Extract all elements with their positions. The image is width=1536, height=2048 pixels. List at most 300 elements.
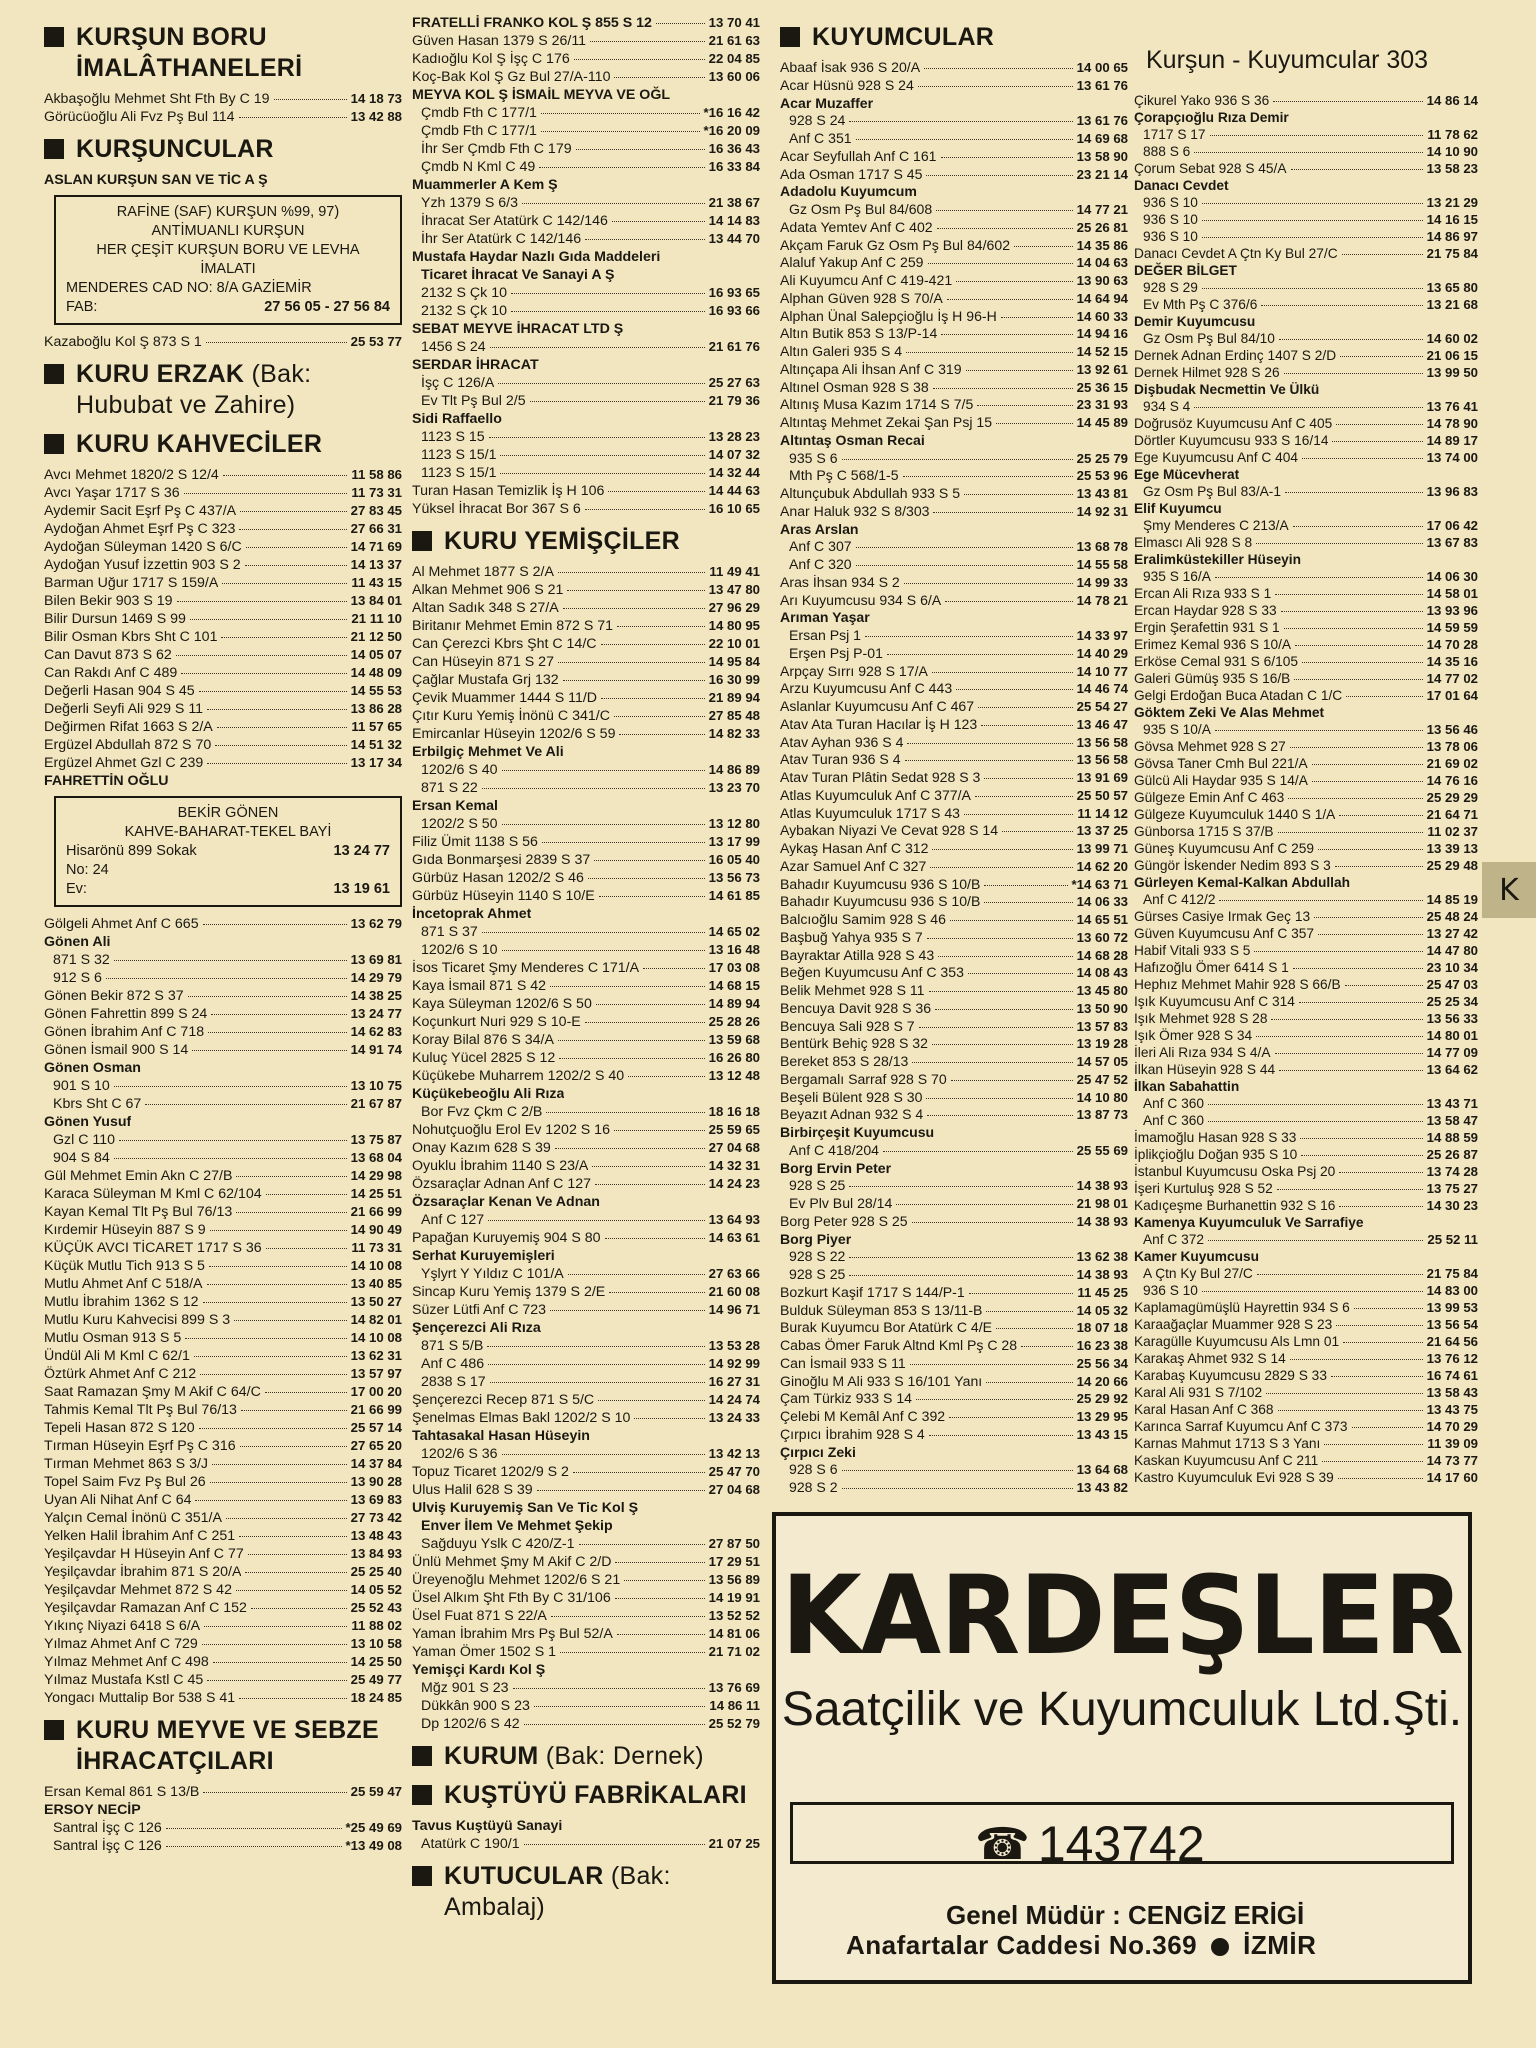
listing-row bbox=[44, 628, 402, 646]
section-see-also: (Bak: Dernek) bbox=[545, 1742, 704, 1770]
listing-phone: 14 80 01 bbox=[1426, 1028, 1478, 1043]
listing-name: Bulduk Süleyman 853 S 13/11-B bbox=[780, 1301, 983, 1318]
dot-leader bbox=[202, 1644, 347, 1645]
listing-phone: 25 25 34 bbox=[1426, 994, 1478, 1009]
listing-name: Gönen Fahrettin 899 S 24 bbox=[44, 1006, 208, 1022]
dot-leader bbox=[964, 494, 1073, 495]
listing-row bbox=[412, 1409, 760, 1427]
listing-name: Ersan Kemal 861 S 13/B bbox=[44, 1784, 200, 1800]
listing-phone: 25 25 40 bbox=[350, 1564, 402, 1579]
listing-name: Santral İşç C 126 bbox=[53, 1820, 162, 1836]
listing-phone: 17 06 42 bbox=[1426, 518, 1478, 533]
listing-phone: 14 68 28 bbox=[1076, 947, 1128, 963]
dot-leader bbox=[1202, 203, 1423, 204]
listing-phone: 27 63 66 bbox=[708, 1266, 760, 1281]
dot-leader bbox=[534, 1706, 706, 1707]
listing-row bbox=[412, 599, 760, 617]
listing-row bbox=[1134, 976, 1478, 993]
listing-row bbox=[1134, 857, 1478, 874]
listing-row bbox=[44, 1347, 402, 1365]
listing-name: Ulviş Kuruyemiş San Ve Tic Kol Ş bbox=[412, 1500, 639, 1516]
dot-leader bbox=[203, 1302, 347, 1303]
listing-phone: 14 89 94 bbox=[708, 996, 760, 1011]
listing-phone: 21 71 02 bbox=[708, 1644, 760, 1659]
listing-phone: 23 31 93 bbox=[1076, 397, 1128, 413]
section-heading-text bbox=[76, 22, 402, 84]
listing-phone: 14 78 90 bbox=[1426, 416, 1478, 431]
listing-phone: 14 90 49 bbox=[350, 1222, 402, 1237]
listing-name: Özsaraçlar Kenan Ve Adnan bbox=[412, 1194, 600, 1210]
dot-leader bbox=[541, 131, 700, 132]
listing-phone: 14 08 43 bbox=[1076, 965, 1128, 981]
listing-name: DEĞER BİLGET bbox=[1134, 263, 1237, 278]
listing-phone: 11 58 86 bbox=[351, 467, 402, 482]
listing-name: Kadıçeşme Burhanettin 932 S 16 bbox=[1134, 1198, 1336, 1213]
listing-name: Altınçapa Ali İhsan Anf C 319 bbox=[780, 360, 962, 377]
dot-leader bbox=[1254, 951, 1422, 952]
listing-name: İncetoprak Ahmet bbox=[412, 906, 532, 922]
listing-name: Alphan Güven 928 S 70/A bbox=[780, 289, 943, 306]
section-heading-text bbox=[444, 1741, 704, 1772]
listing-row bbox=[412, 482, 760, 500]
dot-leader bbox=[204, 1626, 347, 1627]
listing-phone: 13 24 33 bbox=[708, 1410, 760, 1425]
box-row-label: MENDERES CAD NO: 8/A GAZİEMİR bbox=[66, 280, 312, 296]
dot-leader bbox=[926, 1098, 1072, 1099]
listing-row bbox=[1134, 449, 1478, 466]
listing-name: Gülgeze Emin Anf C 463 bbox=[1134, 790, 1285, 805]
dot-leader bbox=[595, 1184, 705, 1185]
listing-name: Doğrusöz Kuyumcusu Anf C 405 bbox=[1134, 416, 1333, 431]
listing-name: Birbirçeşit Kuyumcusu bbox=[780, 1124, 935, 1140]
listing-name: 871 S 5/B bbox=[421, 1338, 484, 1354]
listing-name: Günborsa 1715 S 37/B bbox=[1134, 824, 1274, 839]
listing-name: Acar Seyfullah Anf C 161 bbox=[780, 147, 937, 164]
dot-leader bbox=[964, 814, 1073, 815]
listing-row bbox=[780, 77, 1128, 95]
listing-name: 871 S 32 bbox=[53, 952, 110, 968]
listing-phone: 14 65 51 bbox=[1076, 912, 1128, 927]
listing-phone: 18 24 85 bbox=[350, 1690, 402, 1705]
ad-manager: Genel Müdür : CENGİZ ERİGİ bbox=[946, 1900, 1305, 1930]
listing-phone: 25 53 77 bbox=[350, 334, 402, 349]
listing-name: Bergamalı Sarraf 928 S 70 bbox=[780, 1070, 947, 1087]
section-heading bbox=[412, 1741, 760, 1772]
listing-phone: 17 03 08 bbox=[708, 960, 760, 975]
listing-phone: 21 98 01 bbox=[1076, 1196, 1128, 1211]
listing-phone: 25 29 92 bbox=[1076, 1391, 1128, 1407]
listing-name: Ege Mücevherat bbox=[1134, 467, 1240, 482]
listing-name: Üsel Fuat 871 S 22/A bbox=[412, 1608, 547, 1624]
listing-name: Beyazıt Adnan 932 S 4 bbox=[780, 1106, 924, 1123]
ad-phone: 143742 bbox=[1037, 1816, 1205, 1872]
dot-leader bbox=[949, 1417, 1073, 1418]
dot-leader bbox=[1302, 662, 1423, 663]
listing-row bbox=[1134, 1452, 1478, 1469]
dot-leader bbox=[599, 896, 705, 897]
listing-row bbox=[1134, 109, 1478, 126]
listing-row bbox=[1134, 347, 1478, 364]
listing-phone: 13 50 27 bbox=[350, 1294, 402, 1309]
listing-name: Aras Arslan bbox=[780, 520, 859, 537]
listing-name: Gülcü Ali Haydar 935 S 14/A bbox=[1134, 773, 1308, 788]
listing-row bbox=[780, 343, 1128, 361]
listing-name: 928 S 22 bbox=[789, 1248, 846, 1265]
listing-phone: 13 75 87 bbox=[350, 1132, 402, 1147]
listing-row bbox=[412, 1319, 760, 1337]
dot-leader bbox=[1210, 135, 1424, 136]
dot-leader bbox=[542, 842, 705, 843]
dot-leader bbox=[956, 281, 1072, 282]
listing-phone: 14 18 73 bbox=[350, 91, 402, 106]
section-title: KURU MEYVE VE SEBZE İHRACATÇILARI bbox=[76, 1716, 379, 1775]
listing-phone: 13 57 83 bbox=[1076, 1018, 1128, 1034]
listing-name: Anf C 372 bbox=[1143, 1232, 1205, 1247]
listing-name: İşeri Kurtuluş 928 S 52 bbox=[1134, 1181, 1273, 1196]
listing-name: Bentürk Behiç 928 S 32 bbox=[780, 1035, 928, 1052]
section-title: KUTUCULAR bbox=[444, 1862, 604, 1890]
listing-name: Gölgeli Ahmet Anf C 665 bbox=[44, 916, 199, 932]
dot-leader bbox=[1021, 1346, 1073, 1347]
listing-name: Kuluç Yücel 2825 S 12 bbox=[412, 1050, 556, 1066]
dot-leader bbox=[585, 1022, 705, 1023]
listing-phone: 13 56 58 bbox=[1076, 734, 1128, 750]
listing-name: Yelken Halil İbrahim Anf C 251 bbox=[44, 1528, 236, 1544]
listing-name: Tavus Kuştüyü Sanayi bbox=[412, 1818, 563, 1834]
dot-leader bbox=[226, 1518, 347, 1519]
listing-row bbox=[44, 1203, 402, 1221]
listing-row bbox=[44, 1563, 402, 1581]
dot-leader bbox=[1295, 645, 1423, 646]
listing-name: 928 S 29 bbox=[1143, 280, 1198, 295]
listing-row bbox=[44, 1545, 402, 1563]
listing-row bbox=[412, 248, 760, 266]
listing-phone: 14 16 15 bbox=[1426, 212, 1478, 227]
column-3 bbox=[780, 14, 1128, 1497]
listing-phone: 14 62 20 bbox=[1076, 858, 1128, 874]
listing-phone: 13 74 00 bbox=[1426, 450, 1478, 465]
listing-row bbox=[44, 1005, 402, 1023]
listing-row bbox=[1134, 313, 1478, 330]
listing-phone: 14 00 65 bbox=[1076, 60, 1128, 75]
section-see-also: (Bak: Ambalaj) bbox=[444, 1862, 671, 1921]
listing-name: Borg Piyer bbox=[780, 1230, 852, 1247]
listing-phone: 14 38 25 bbox=[350, 988, 402, 1003]
listing-phone: 13 58 23 bbox=[1426, 161, 1478, 176]
listing-phone: 14 44 63 bbox=[708, 483, 760, 498]
dot-leader bbox=[559, 1058, 704, 1059]
listing-row bbox=[780, 538, 1128, 556]
dot-leader bbox=[1343, 1342, 1423, 1343]
dot-leader bbox=[614, 1130, 705, 1131]
listing-row bbox=[412, 869, 760, 887]
listing-row bbox=[412, 743, 760, 761]
listing-row bbox=[780, 1160, 1128, 1178]
listing-name: Kırdemir Hüseyin 887 S 9 bbox=[44, 1222, 206, 1238]
listing-row bbox=[1134, 551, 1478, 568]
listing-row bbox=[412, 158, 760, 176]
dot-leader bbox=[617, 626, 705, 627]
listing-name: Ercan Ali Rıza 933 S 1 bbox=[1134, 586, 1272, 601]
listing-row bbox=[780, 503, 1128, 521]
dot-leader bbox=[487, 1346, 704, 1347]
dot-leader bbox=[1299, 1002, 1423, 1003]
listing-row bbox=[44, 1437, 402, 1455]
listing-name: 2132 S Çk 10 bbox=[421, 303, 507, 319]
dot-leader bbox=[1001, 317, 1073, 318]
dot-leader bbox=[558, 572, 705, 573]
listing-name: Altan Sadık 348 S 27/A bbox=[412, 600, 559, 616]
dot-leader bbox=[601, 698, 705, 699]
listing-name: Can Hüseyin 871 S 27 bbox=[412, 654, 554, 670]
box-line: RAFİNE (SAF) KURŞUN %99, 97) bbox=[116, 204, 340, 220]
listing-row bbox=[44, 1491, 402, 1509]
listing-row bbox=[412, 1373, 760, 1391]
listing-phone: 13 39 13 bbox=[1426, 841, 1478, 856]
dot-leader bbox=[551, 1616, 705, 1617]
dot-leader bbox=[563, 608, 705, 609]
listing-name: Yüksel İhracat Bor 367 S 6 bbox=[412, 501, 581, 517]
listing-phone: 13 90 63 bbox=[1076, 273, 1128, 288]
dot-leader bbox=[1219, 900, 1422, 901]
dot-leader bbox=[176, 655, 347, 656]
listing-name: Turan Hasan Temizlik İş H 106 bbox=[412, 483, 605, 499]
dot-leader bbox=[209, 1266, 347, 1267]
listing-phone: 13 56 46 bbox=[1426, 722, 1478, 737]
dot-leader bbox=[912, 1062, 1072, 1063]
listing-name: Karabaş Kuyumcusu 2829 S 33 bbox=[1134, 1368, 1327, 1383]
box-line: ANTİMUANLI KURŞUN bbox=[151, 223, 305, 239]
listing-row bbox=[1134, 772, 1478, 789]
listing-name: Yalçın Cemal İnönü C 351/A bbox=[44, 1510, 222, 1526]
listing-name: Gövsa Taner Cmh Bul 221/A bbox=[1134, 756, 1308, 771]
listing-phone: 25 57 14 bbox=[350, 1420, 402, 1435]
listing-name: Akbaşoğlu Mehmet Sht Fth By C 19 bbox=[44, 91, 270, 107]
listing-row bbox=[1134, 1180, 1478, 1197]
listing-row bbox=[44, 1599, 402, 1617]
listing-name: Tırman Hüseyin Eşrf Pş C 316 bbox=[44, 1438, 236, 1454]
section-heading-text bbox=[76, 359, 402, 421]
listing-row bbox=[1134, 398, 1478, 415]
listing-row bbox=[412, 212, 760, 230]
listing-name: Gz Osm Pş Bul 83/A-1 bbox=[1143, 484, 1281, 499]
listing-name: Güngör İskender Nedim 893 S 3 bbox=[1134, 858, 1331, 873]
listing-row bbox=[1134, 279, 1478, 296]
listing-row bbox=[780, 1373, 1128, 1391]
listing-row bbox=[412, 374, 760, 392]
telephone-icon: ☎ bbox=[975, 1819, 1030, 1869]
dot-leader bbox=[950, 920, 1073, 921]
listing-name: ERSOY NECİP bbox=[44, 1802, 141, 1818]
listing-row bbox=[412, 653, 760, 671]
listing-row bbox=[412, 1337, 760, 1355]
listing-phone: 14 65 02 bbox=[708, 924, 760, 939]
listing-phone: 21 75 84 bbox=[1426, 246, 1478, 261]
listing-row bbox=[44, 108, 402, 126]
listing-phone: 14 38 93 bbox=[1076, 1267, 1128, 1282]
listing-phone: 14 10 80 bbox=[1076, 1089, 1128, 1105]
dot-leader bbox=[181, 673, 346, 674]
listing-phone: 25 28 26 bbox=[708, 1014, 760, 1029]
listing-row bbox=[412, 428, 760, 446]
listing-row bbox=[412, 635, 760, 653]
dot-leader bbox=[941, 157, 1073, 158]
listing-name: Papağan Kuruyemiş 904 S 80 bbox=[412, 1230, 601, 1246]
listing-name: Mth Pş C 568/1-5 bbox=[789, 467, 899, 484]
listing-row bbox=[780, 308, 1128, 326]
listing-row bbox=[780, 1248, 1128, 1266]
listing-row bbox=[1134, 126, 1478, 143]
listing-name: Borg Peter 928 S 25 bbox=[780, 1212, 908, 1229]
listing-row bbox=[780, 645, 1128, 663]
listing-row bbox=[412, 266, 760, 284]
listing-row bbox=[1134, 687, 1478, 704]
listing-phone: 14 20 66 bbox=[1076, 1373, 1128, 1389]
listing-row bbox=[1134, 1027, 1478, 1044]
listing-name: Elif Kuyumcu bbox=[1134, 501, 1222, 516]
listing-name: Dükkân 900 S 23 bbox=[421, 1698, 530, 1714]
listing-phone: 16 74 61 bbox=[1426, 1368, 1478, 1383]
dot-leader bbox=[188, 996, 347, 997]
listing-name: Sidi Raffaello bbox=[412, 411, 502, 427]
listing-name: Mğz 901 S 23 bbox=[421, 1680, 509, 1696]
dot-leader bbox=[488, 1364, 705, 1365]
dot-leader bbox=[502, 950, 705, 951]
listing-name: Küçükebe Muharrem 1202/2 S 40 bbox=[412, 1068, 625, 1084]
listing-name: Yıkınç Niyazi 6418 S 6/A bbox=[44, 1618, 201, 1634]
dot-leader bbox=[1284, 628, 1423, 629]
listing-phone: 13 27 42 bbox=[1426, 926, 1478, 941]
listing-phone: 14 96 71 bbox=[708, 1302, 760, 1317]
listing-name: Muammerler A Kem Ş bbox=[412, 177, 558, 193]
dot-leader bbox=[234, 1320, 347, 1321]
listing-phone: 16 23 38 bbox=[1076, 1338, 1128, 1353]
listing-name: Kadıoğlu Kol Ş İşç C 176 bbox=[412, 51, 570, 67]
listing-name: Tahmis Kemal Tlt Pş Bul 76/13 bbox=[44, 1402, 237, 1418]
dot-leader bbox=[614, 716, 705, 717]
section-heading-text bbox=[76, 429, 322, 460]
listing-phone: 13 17 34 bbox=[350, 755, 402, 770]
listing-name: Karagülle Kuyumcusu Als Lmn 01 bbox=[1134, 1334, 1340, 1349]
listing-phone: 13 60 72 bbox=[1076, 929, 1128, 945]
listing-name: Nohutçuoğlu Erol Ev 1202 S 16 bbox=[412, 1122, 610, 1138]
listing-name: 1123 S 15/1 bbox=[421, 465, 497, 481]
listing-row bbox=[412, 1643, 760, 1661]
listing-row bbox=[44, 1131, 402, 1149]
listing-row bbox=[1134, 1384, 1478, 1401]
listing-name: 935 S 6 bbox=[789, 449, 838, 466]
listing-row bbox=[1134, 568, 1478, 585]
listing-phone: 14 55 58 bbox=[1076, 557, 1128, 572]
listing-name: Gövsa Mehmet 928 S 27 bbox=[1134, 739, 1286, 754]
listing-row bbox=[44, 1819, 402, 1837]
listing-name: Anf C 320 bbox=[789, 556, 852, 572]
listing-name: Çıtır Kuru Yemiş İnönü C 341/C bbox=[412, 708, 610, 724]
dot-leader bbox=[524, 1844, 705, 1845]
listing-name: Gürleyen Kemal-Kalkan Abdullah bbox=[1134, 875, 1350, 890]
listing-phone: 11 45 25 bbox=[1077, 1284, 1128, 1300]
listing-phone: 21 89 94 bbox=[708, 690, 760, 705]
listing-row bbox=[44, 556, 402, 574]
listing-row bbox=[780, 130, 1128, 148]
listing-row bbox=[412, 14, 760, 32]
listing-name: Koç-Bak Kol Ş Gz Bul 27/A-110 bbox=[412, 69, 611, 85]
listing-phone: 13 42 88 bbox=[350, 109, 402, 124]
listing-name: Arı Kuyumcusu 934 S 6/A bbox=[780, 591, 942, 608]
listing-phone: 18 16 18 bbox=[708, 1104, 760, 1119]
listing-name: Bahadır Kuyumcusu 936 S 10/B bbox=[780, 875, 981, 892]
listing-phone: 13 86 28 bbox=[350, 701, 402, 716]
box-row-label: No: 24 bbox=[66, 862, 109, 878]
bullet-icon bbox=[1211, 1938, 1229, 1956]
dot-leader bbox=[1314, 917, 1423, 918]
listing-name: Ersan Kemal bbox=[412, 798, 498, 814]
listing-row bbox=[44, 987, 402, 1005]
dot-leader bbox=[849, 1186, 1072, 1187]
listing-row bbox=[780, 1390, 1128, 1408]
dot-leader bbox=[1312, 781, 1423, 782]
listing-row bbox=[412, 1679, 760, 1697]
listing-row bbox=[1134, 1231, 1478, 1248]
listing-name: Adadolu Kuyumcum bbox=[780, 183, 917, 200]
listing-row bbox=[412, 1211, 760, 1229]
dot-leader bbox=[248, 1554, 347, 1555]
listing-name: Can Rakdı Anf C 489 bbox=[44, 665, 178, 681]
listing-name: Danacı Cevdet A Çtn Ky Bul 27/C bbox=[1134, 246, 1338, 261]
dot-leader bbox=[1322, 1461, 1422, 1462]
listing-row bbox=[412, 1535, 760, 1553]
listing-phone: 14 25 50 bbox=[350, 1654, 402, 1669]
listing-name: Eralimküstekiller Hüseyin bbox=[1134, 552, 1301, 567]
listing-name: Çorapçıoğlu Rıza Demir bbox=[1134, 110, 1289, 125]
listing-row bbox=[1134, 466, 1478, 483]
listing-row bbox=[412, 995, 760, 1013]
square-bullet-icon bbox=[44, 434, 64, 454]
listing-name: 928 S 25 bbox=[789, 1177, 846, 1194]
listing-row bbox=[780, 183, 1128, 201]
listing-phone: 13 42 13 bbox=[708, 1446, 760, 1461]
dot-leader bbox=[195, 1500, 346, 1501]
listing-name: Çağlar Mustafa Grj 132 bbox=[412, 672, 559, 688]
listing-phone: 27 66 31 bbox=[350, 521, 402, 536]
listing-row bbox=[412, 194, 760, 212]
dot-leader bbox=[114, 1158, 347, 1159]
listing-row bbox=[1134, 840, 1478, 857]
dot-leader bbox=[615, 1598, 705, 1599]
listing-name: Bencuya Sali 928 S 7 bbox=[780, 1017, 915, 1034]
listing-name: Çmdb N Kml C 49 bbox=[421, 159, 536, 175]
listing-row bbox=[780, 1177, 1128, 1195]
dot-leader bbox=[206, 342, 347, 343]
listing-name: Anf C 486 bbox=[421, 1356, 485, 1372]
listing-phone: 25 53 96 bbox=[1076, 468, 1128, 484]
listing-row bbox=[780, 1444, 1128, 1462]
square-bullet-icon bbox=[412, 1866, 432, 1886]
listing-phone: 14 47 80 bbox=[1426, 943, 1478, 958]
dot-leader bbox=[203, 924, 347, 925]
listing-name: 912 S 6 bbox=[53, 970, 102, 986]
listing-name: Aydoğan Süleyman 1420 S 6/C bbox=[44, 539, 242, 555]
listing-phone: 13 68 04 bbox=[350, 1150, 402, 1165]
listing-phone: 14 92 31 bbox=[1076, 503, 1128, 519]
listing-phone: 13 43 15 bbox=[1076, 1426, 1128, 1442]
dot-leader bbox=[558, 1040, 705, 1041]
listing-name: Bencuya Davit 928 S 36 bbox=[780, 999, 932, 1016]
section-heading-text bbox=[76, 134, 274, 165]
dot-leader bbox=[207, 1284, 347, 1285]
listing-row bbox=[412, 338, 760, 356]
listing-name: KÜÇÜK AVCI TİCARET 1717 S 36 bbox=[44, 1240, 262, 1256]
